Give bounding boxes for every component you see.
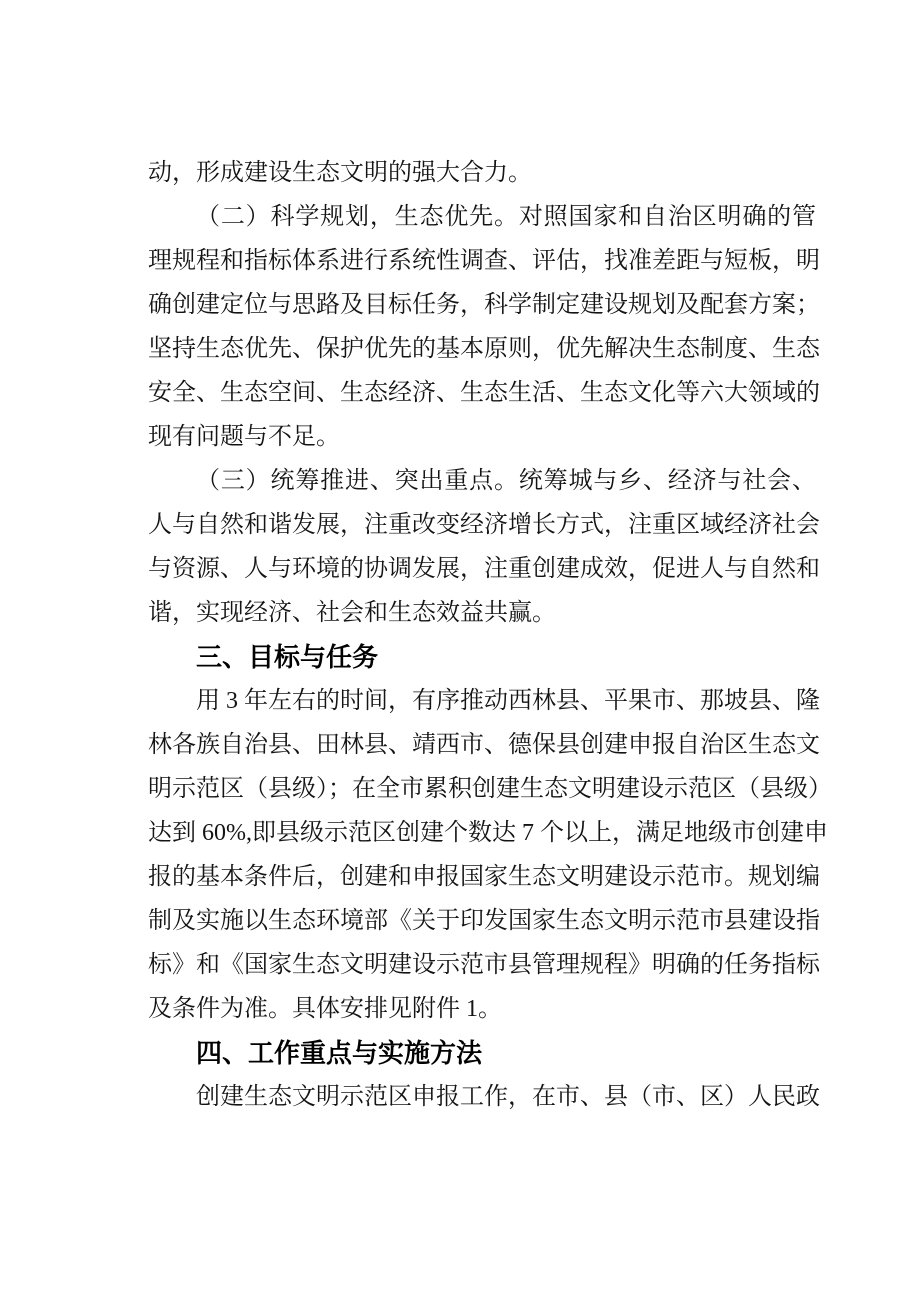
text-line: 安全、生态空间、生态经济、生态生活、生态文化等六大领域的 [148,380,820,406]
text-line: 人与自然和谐发展，注重改变经济增长方式，注重区域经济社会 [148,512,820,538]
text-line: 与资源、人与环境的协调发展，注重创建成效，促进人与自然和 [148,556,820,582]
text-line: 制及实施以生态环境部《关于印发国家生态文明示范市县建设指 [148,908,820,934]
text-line: 明示范区（县级）；在全市累积创建生态文明建设示范区（县级） [148,776,832,802]
text-line: 达到 60%,即县级示范区创建个数达 7 个以上，满足地级市创建申 [148,820,828,846]
text-line: 报的基本条件后，创建和申报国家生态文明建设示范市。规划编 [148,864,820,890]
text-line: 现有问题与不足。 [148,424,340,450]
text-line: （二）科学规划，生态优先。对照国家和自治区明确的管 [196,204,816,230]
text-line: 动，形成建设生态文明的强大合力。 [148,160,532,186]
section-heading: 三、目标与任务 [196,642,379,672]
text-line: 确创建定位与思路及目标任务，科学制定建设规划及配套方案； [148,292,820,318]
text-line: 理规程和指标体系进行系统性调查、评估，找准差距与短板，明 [148,248,820,274]
text-line: 创建生态文明示范区申报工作，在市、县（市、区）人民政 [196,1084,820,1110]
text-line: 标》和《国家生态文明建设示范市县管理规程》明确的任务指标 [148,952,820,978]
text-line: 林各族自治县、田林县、靖西市、德保县创建申报自治区生态文 [148,732,820,758]
text-line: （三）统筹推进、突出重点。统筹城与乡、经济与社会、 [196,468,816,494]
text-line: 谐，实现经济、社会和生态效益共赢。 [148,600,556,626]
text-line: 坚持生态优先、保护优先的基本原则，优先解决生态制度、生态 [148,336,820,362]
section-heading: 四、工作重点与实施方法 [196,1038,483,1068]
text-block [148,151,832,1119]
text-line: 及条件为准。具体安排见附件 1。 [148,996,502,1022]
text-line: 用 3 年左右的时间，有序推动西林县、平果市、那坡县、隆 [196,688,820,714]
